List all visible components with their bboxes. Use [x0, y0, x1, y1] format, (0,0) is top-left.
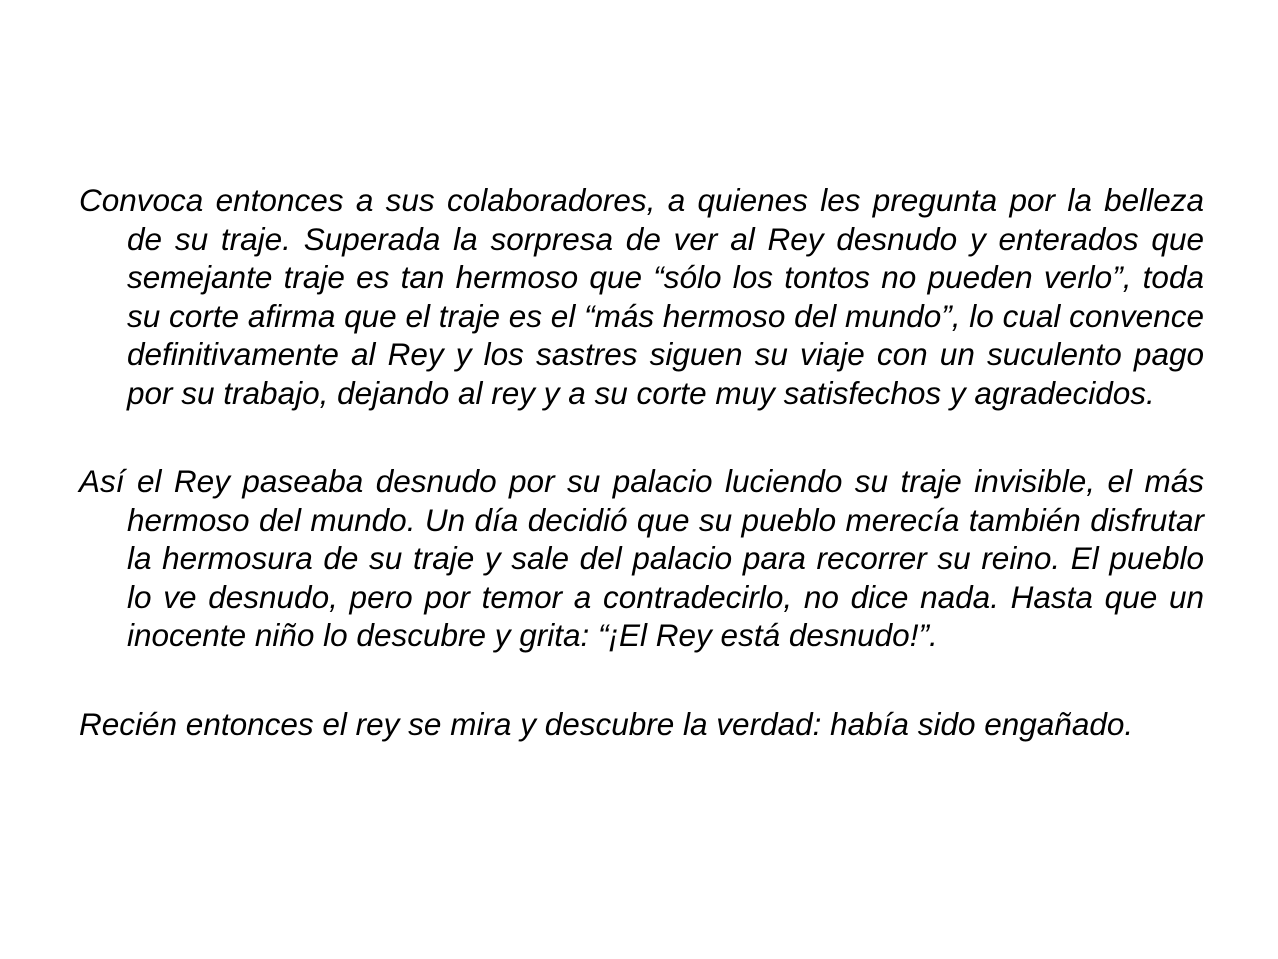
- paragraph-2: Así el Rey paseaba desnudo por su palacio luciendo su traje invisible, el más hermoso del mundo. Un día decidió que su pueblo merecía también disfrutar la hermosura de su traje y sale del palacio para recorrer su reino. El pueblo lo ve desnudo, pero por temor a contradecirlo, no dice nada. Hasta que un inocente niño lo descubre y grita: “¡El Rey está desnudo!”.: [79, 463, 1204, 653]
- paragraph-3: Recién entonces el rey se mira y descubre la verdad: había sido engañado.: [79, 705, 1134, 742]
- paragraph-1: Convoca entonces a sus colaboradores, a quienes les pregunta por la belleza de su traje. Superada la sorpresa de ver al Rey desnudo y enterados que semejante traje es tan hermoso que “sólo los tontos no pueden verlo”, toda su corte afirma que el traje es el “más hermoso del mundo”, lo cual convence definitivamente al Rey y los sastres siguen su viaje con un suculento pago por su trabajo, dejando al rey y a su corte muy satisfechos y agradecidos.: [79, 182, 1204, 411]
- text-body: [79, 181, 1204, 743]
